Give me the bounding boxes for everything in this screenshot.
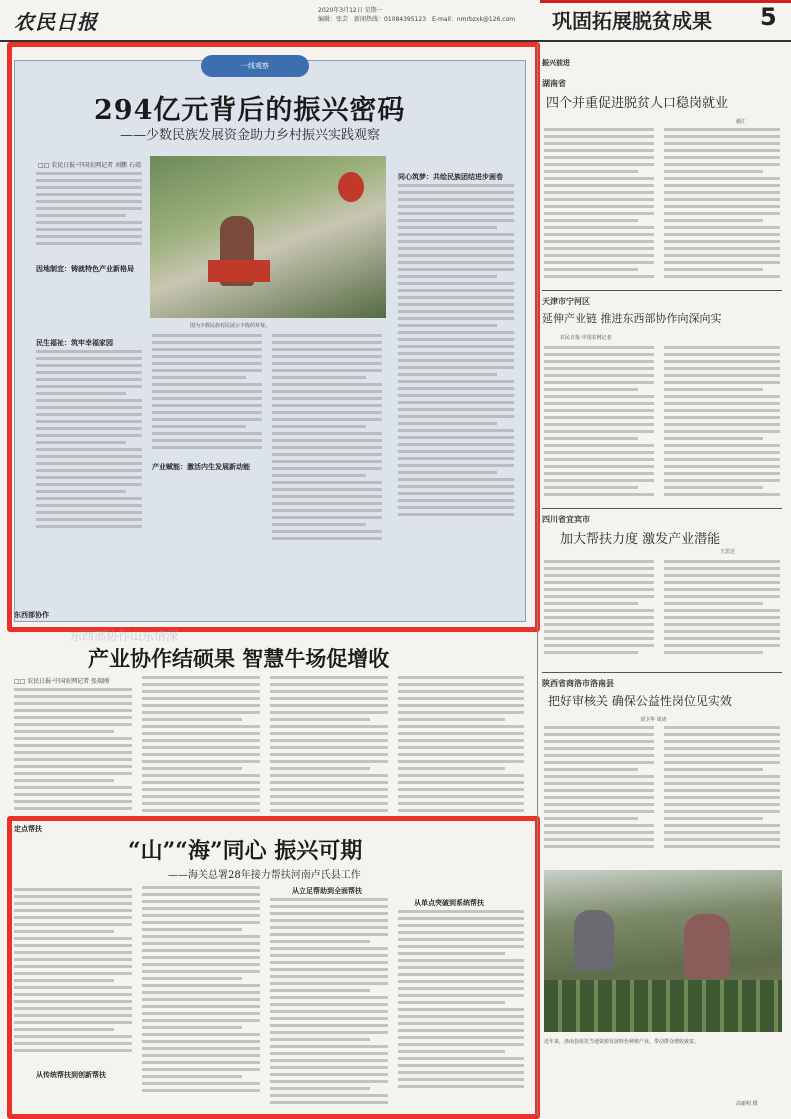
text-line xyxy=(142,739,260,742)
text-line xyxy=(664,367,780,370)
photo-farmer-left xyxy=(574,910,614,970)
text-line xyxy=(142,725,260,728)
text-line xyxy=(142,683,260,686)
east-west-tag: 东西部协作 xyxy=(14,611,49,619)
text-line xyxy=(664,198,780,201)
text-line xyxy=(664,817,763,820)
text-line xyxy=(14,716,132,719)
text-line xyxy=(664,374,780,377)
text-line xyxy=(142,809,260,812)
text-line xyxy=(544,247,654,250)
email: E-mail：nmrbzxk@126.com xyxy=(432,16,516,23)
text-line xyxy=(142,767,242,770)
text-line xyxy=(398,788,524,791)
text-line xyxy=(142,802,260,805)
hotline: 新闻热线：01084395123 xyxy=(354,16,427,23)
text-line xyxy=(544,472,654,475)
text-line xyxy=(664,156,780,159)
text-line xyxy=(664,796,780,799)
sidebar-rule-1 xyxy=(542,290,782,291)
sidebar-byline-4: 刘卫华 周涛 xyxy=(640,717,667,723)
text-line xyxy=(544,142,654,145)
text-line xyxy=(14,751,132,754)
text-line xyxy=(664,733,780,736)
text-line xyxy=(664,595,780,598)
text-line xyxy=(270,690,388,693)
text-line xyxy=(664,803,780,806)
text-line xyxy=(398,711,524,714)
text-line xyxy=(270,802,388,805)
text-line xyxy=(544,775,654,778)
text-line xyxy=(664,261,780,264)
text-line xyxy=(544,205,654,208)
text-line xyxy=(664,637,780,640)
text-line xyxy=(664,346,780,349)
lead-subheadline: ——少数民族发展资金助力乡村振兴实践观察 xyxy=(120,128,381,143)
lead-right-subhead: 同心筑梦：共绘民族团结进步画卷 xyxy=(398,173,503,181)
text-line xyxy=(14,800,132,803)
section-title: 巩固拓展脱贫成果 xyxy=(552,9,712,33)
text-line xyxy=(398,760,524,763)
dingdian-subhead-2: 从单点突破到系统帮扶 xyxy=(414,899,484,907)
text-line xyxy=(664,493,780,496)
text-line xyxy=(544,817,638,820)
text-line xyxy=(544,609,654,612)
text-line xyxy=(398,753,524,756)
text-line xyxy=(142,697,260,700)
text-line xyxy=(544,360,654,363)
text-line xyxy=(544,395,654,398)
text-line xyxy=(14,779,114,782)
sidebar-headline-4: 把好审核关 确保公益性岗位见实效 xyxy=(548,694,732,708)
dingdian-headline: “山”“海”同心 振兴可期 xyxy=(128,838,363,864)
text-line xyxy=(544,268,638,271)
text-line xyxy=(270,760,388,763)
text-line xyxy=(14,807,132,810)
text-line xyxy=(270,683,388,686)
text-line xyxy=(544,616,654,619)
text-line xyxy=(544,838,654,841)
lead-subhead-3: 产业赋能：激活内生发展新动能 xyxy=(152,463,250,471)
text-line xyxy=(664,810,780,813)
text-line xyxy=(664,581,780,584)
column-divider xyxy=(537,44,538,1116)
photo-seedling-trays xyxy=(544,980,782,1032)
text-line xyxy=(398,718,505,721)
sidebar-text-2b xyxy=(664,346,780,500)
text-line xyxy=(544,423,654,426)
text-line xyxy=(544,560,654,563)
text-line xyxy=(142,795,260,798)
sidebar-text-4a xyxy=(544,726,654,852)
text-line xyxy=(664,465,780,468)
sidebar-rule-2 xyxy=(542,508,782,509)
text-line xyxy=(664,824,780,827)
text-line xyxy=(544,740,654,743)
east-west-byline: □□ 农民日报·中国农网记者 张瑞刚 xyxy=(14,678,110,685)
text-line xyxy=(14,730,114,733)
east-west-column-2 xyxy=(142,676,260,816)
text-line xyxy=(544,416,654,419)
text-line xyxy=(270,676,388,679)
text-line xyxy=(544,346,654,349)
text-line xyxy=(544,219,638,222)
text-line xyxy=(544,602,638,605)
text-line xyxy=(270,704,388,707)
text-line xyxy=(664,219,763,222)
text-line xyxy=(664,609,780,612)
text-line xyxy=(398,809,524,812)
text-line xyxy=(544,212,654,215)
text-line xyxy=(544,651,638,654)
sidebar-byline-3: 王思达 xyxy=(720,549,736,555)
editor: 编辑：张芸 xyxy=(318,16,349,23)
east-west-blurred-line: 东西部协作山东情深 xyxy=(70,629,179,643)
text-line xyxy=(664,353,780,356)
sidebar-headline-3: 加大帮扶力度 激发产业潜能 xyxy=(560,532,721,547)
east-west-headline: 产业协作结硕果 智慧牛场促增收 xyxy=(88,646,390,671)
text-line xyxy=(544,637,654,640)
text-line xyxy=(544,630,654,633)
text-line xyxy=(664,247,780,250)
text-line xyxy=(544,156,654,159)
masthead xyxy=(0,0,791,42)
text-line xyxy=(664,444,780,447)
east-west-column-4 xyxy=(398,676,524,816)
text-line xyxy=(664,240,780,243)
dingdian-subhead-1: 从立足帮助到全面帮扶 xyxy=(292,887,362,895)
highlight-box-dingdian xyxy=(7,816,540,1119)
text-line xyxy=(544,184,654,187)
text-line xyxy=(544,493,654,496)
text-line xyxy=(544,128,654,131)
text-line xyxy=(142,711,260,714)
text-line xyxy=(14,702,132,705)
text-line xyxy=(664,616,780,619)
text-line xyxy=(664,409,780,412)
text-line xyxy=(664,226,780,229)
text-line xyxy=(664,184,780,187)
masthead-meta xyxy=(318,6,521,24)
text-line xyxy=(544,644,654,647)
text-line xyxy=(664,644,780,647)
text-line xyxy=(664,135,780,138)
text-line xyxy=(664,437,763,440)
text-line xyxy=(544,588,654,591)
text-line xyxy=(544,810,654,813)
lead-subhead-1: 因地制宜：铸就特色产业新格局 xyxy=(36,265,134,273)
text-line xyxy=(398,683,524,686)
text-line xyxy=(270,725,388,728)
dingdian-tag: 定点帮扶 xyxy=(14,825,42,833)
text-line xyxy=(664,588,780,591)
text-line xyxy=(270,732,388,735)
text-line xyxy=(664,177,780,180)
text-line xyxy=(398,781,524,784)
text-line xyxy=(142,788,260,791)
newspaper-logo: 农民日报 xyxy=(14,10,98,34)
text-line xyxy=(544,761,654,764)
text-line xyxy=(544,275,654,278)
text-line xyxy=(544,191,654,194)
text-line xyxy=(14,765,132,768)
text-line xyxy=(544,733,654,736)
text-line xyxy=(664,623,780,626)
text-line xyxy=(544,458,654,461)
text-line xyxy=(544,726,654,729)
text-line xyxy=(544,409,654,412)
text-line xyxy=(14,793,132,796)
text-line xyxy=(398,697,524,700)
text-line xyxy=(664,845,780,848)
text-line xyxy=(544,149,654,152)
sidebar-text-2a xyxy=(544,346,654,500)
masthead-accent-bar xyxy=(540,0,791,3)
text-line xyxy=(544,768,638,771)
text-line xyxy=(544,367,654,370)
text-line xyxy=(664,574,780,577)
text-line xyxy=(544,198,654,201)
text-line xyxy=(664,458,780,461)
text-line xyxy=(270,767,370,770)
text-line xyxy=(142,676,260,679)
text-line xyxy=(664,761,780,764)
text-line xyxy=(142,746,260,749)
sidebar-column-label: 振兴前进 xyxy=(542,59,570,67)
text-line xyxy=(270,718,370,721)
text-line xyxy=(664,381,780,384)
text-line xyxy=(664,212,780,215)
text-line xyxy=(544,374,654,377)
text-line xyxy=(664,560,780,563)
text-line xyxy=(544,437,638,440)
text-line xyxy=(664,831,780,834)
text-line xyxy=(544,824,654,827)
text-line xyxy=(544,789,654,792)
sidebar-region-1: 湖南省 xyxy=(542,79,566,88)
text-line xyxy=(664,768,763,771)
text-line xyxy=(142,690,260,693)
text-line xyxy=(664,630,780,633)
page-number: 5 xyxy=(760,3,777,31)
text-line xyxy=(544,240,654,243)
lead-byline: □□ 农民日报·中国农网记者 刘鹏 石靖 xyxy=(38,162,141,169)
text-line xyxy=(270,788,388,791)
text-line xyxy=(14,737,132,740)
text-line xyxy=(664,747,780,750)
text-line xyxy=(544,581,654,584)
text-line xyxy=(664,789,780,792)
text-line xyxy=(398,802,524,805)
text-line xyxy=(664,567,780,570)
text-line xyxy=(544,135,654,138)
text-line xyxy=(664,602,763,605)
text-line xyxy=(270,774,388,777)
text-line xyxy=(544,388,638,391)
text-line xyxy=(544,754,654,757)
text-line xyxy=(544,353,654,356)
issue-date: 2020年3月12日 星期一 xyxy=(318,7,383,14)
text-line xyxy=(544,451,654,454)
text-line xyxy=(664,128,780,131)
east-west-column-1 xyxy=(14,688,132,814)
text-line xyxy=(270,697,388,700)
text-line xyxy=(544,845,654,848)
text-line xyxy=(270,711,388,714)
sidebar-text-1b xyxy=(664,128,780,282)
text-line xyxy=(544,782,654,785)
text-line xyxy=(544,747,654,750)
sidebar-text-1a xyxy=(544,128,654,282)
text-line xyxy=(398,767,505,770)
text-line xyxy=(398,725,524,728)
text-line xyxy=(270,746,388,749)
sidebar-photo xyxy=(544,870,782,1032)
text-line xyxy=(142,760,260,763)
text-line xyxy=(142,774,260,777)
sidebar-byline-1: 谢汇 xyxy=(736,119,747,125)
text-line xyxy=(664,233,780,236)
text-line xyxy=(270,795,388,798)
dingdian-subhead-3: 从传统帮扶到创新帮扶 xyxy=(36,1071,106,1079)
text-line xyxy=(270,753,388,756)
text-line xyxy=(544,574,654,577)
text-line xyxy=(544,479,654,482)
text-line xyxy=(664,268,763,271)
text-line xyxy=(398,732,524,735)
lead-headline: 294亿元背后的振兴密码 xyxy=(94,95,406,126)
text-line xyxy=(544,796,654,799)
text-line xyxy=(544,177,654,180)
text-line xyxy=(544,595,654,598)
text-line xyxy=(398,704,524,707)
text-line xyxy=(664,472,780,475)
text-line xyxy=(544,170,638,173)
text-line xyxy=(14,786,132,789)
text-line xyxy=(544,233,654,236)
lead-badge: 一线观察 xyxy=(201,55,309,77)
sidebar-text-4b xyxy=(664,726,780,852)
text-line xyxy=(664,775,780,778)
text-line xyxy=(544,486,638,489)
text-line xyxy=(142,732,260,735)
text-line xyxy=(664,205,780,208)
text-line xyxy=(398,746,524,749)
text-line xyxy=(398,795,524,798)
text-line xyxy=(664,651,763,654)
lead-subhead-2: 民生福祉：筑牢幸福家园 xyxy=(36,339,113,347)
text-line xyxy=(664,163,780,166)
text-line xyxy=(664,402,780,405)
sidebar-text-3a xyxy=(544,560,654,658)
text-line xyxy=(142,704,260,707)
text-line xyxy=(544,402,654,405)
sidebar-region-3: 四川省宜宾市 xyxy=(542,515,590,524)
text-line xyxy=(544,803,654,806)
text-line xyxy=(398,739,524,742)
dingdian-subheadline: ——海关总署28年接力帮扶河南卢氏县工作 xyxy=(168,870,361,881)
photo-farmer-right xyxy=(684,914,730,978)
text-line xyxy=(664,782,780,785)
text-line xyxy=(544,567,654,570)
text-line xyxy=(664,170,763,173)
sidebar-headline-2: 延伸产业链 推进东西部协作向深向实 xyxy=(542,312,722,325)
text-line xyxy=(664,838,780,841)
text-line xyxy=(664,430,780,433)
text-line xyxy=(142,718,242,721)
text-line xyxy=(544,444,654,447)
text-line xyxy=(664,275,780,278)
sidebar-byline-2: 农民日报·中国农网记者 xyxy=(560,335,612,341)
text-line xyxy=(14,772,132,775)
text-line xyxy=(270,781,388,784)
text-line xyxy=(664,451,780,454)
text-line xyxy=(398,774,524,777)
sidebar-headline-1: 四个并重促进脱贫人口稳岗就业 xyxy=(546,96,729,111)
text-line xyxy=(14,695,132,698)
text-line xyxy=(14,723,132,726)
sidebar-region-2: 天津市宁河区 xyxy=(542,297,590,306)
text-line xyxy=(398,676,524,679)
text-line xyxy=(664,416,780,419)
text-line xyxy=(544,430,654,433)
text-line xyxy=(142,781,260,784)
text-line xyxy=(664,486,763,489)
text-line xyxy=(142,753,260,756)
text-line xyxy=(270,739,388,742)
text-line xyxy=(664,754,780,757)
text-line xyxy=(14,744,132,747)
sidebar-rule-3 xyxy=(542,672,782,673)
text-line xyxy=(544,465,654,468)
text-line xyxy=(544,381,654,384)
text-line xyxy=(14,709,132,712)
sidebar-photo-credit: 高新明 摄 xyxy=(736,1101,758,1107)
text-line xyxy=(544,261,654,264)
text-line xyxy=(664,254,780,257)
text-line xyxy=(544,226,654,229)
text-line xyxy=(544,831,654,834)
text-line xyxy=(398,690,524,693)
text-line xyxy=(270,809,388,812)
text-line xyxy=(544,163,654,166)
east-west-column-3 xyxy=(270,676,388,816)
text-line xyxy=(544,623,654,626)
text-line xyxy=(664,726,780,729)
text-line xyxy=(664,423,780,426)
lead-photo-caption: 图为少数民族村民展示丰收的草莓。 xyxy=(190,323,271,329)
sidebar-text-3b xyxy=(664,560,780,658)
sidebar-photo-caption: 近年来，洛南县依托当地资源发展特色种植产业，带动群众增收致富。 xyxy=(544,1039,700,1045)
text-line xyxy=(664,149,780,152)
text-line xyxy=(664,360,780,363)
sidebar-region-4: 陕西省商洛市洛南县 xyxy=(542,679,614,688)
text-line xyxy=(544,254,654,257)
text-line xyxy=(664,191,780,194)
text-line xyxy=(664,395,780,398)
text-line xyxy=(14,688,132,691)
text-line xyxy=(664,142,780,145)
text-line xyxy=(664,479,780,482)
text-line xyxy=(664,388,763,391)
highlight-box-lead xyxy=(7,42,540,632)
text-line xyxy=(14,758,132,761)
text-line xyxy=(664,740,780,743)
